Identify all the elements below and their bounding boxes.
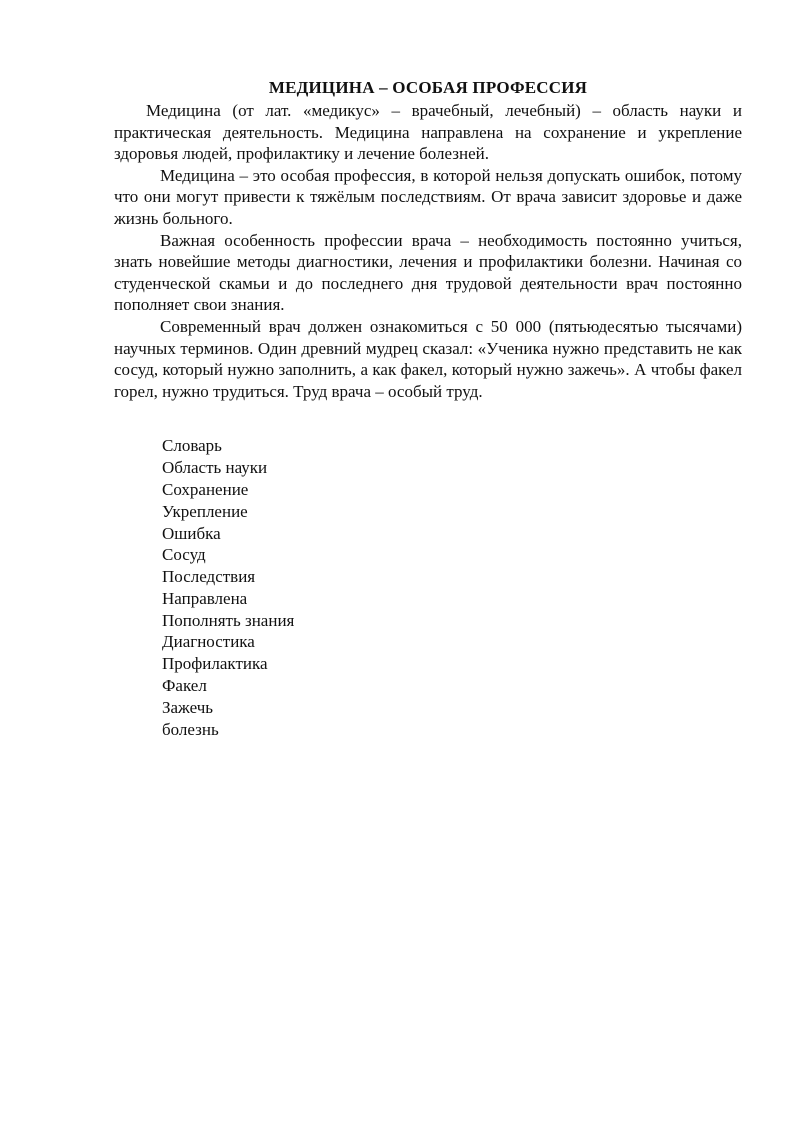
vocabulary-item: болезнь <box>162 719 219 739</box>
paragraph-special-profession: Медицина – это особая профессия, в которой нельзя допускать ошибок, потому что они могут привести к тяжёлым последствиям. От врача зависит здоровье и даже жизнь больного. <box>114 165 742 228</box>
vocabulary-heading: Словарь <box>162 436 222 456</box>
document-title: МЕДИЦИНА – ОСОБАЯ ПРОФЕССИЯ <box>268 78 588 97</box>
vocabulary-item: Сохранение <box>162 479 249 499</box>
vocabulary-list <box>162 435 742 740</box>
vocabulary-item: Ошибка <box>162 523 221 543</box>
vocabulary-item: Пополнять знания <box>162 610 295 630</box>
vocabulary-item: Профилактика <box>162 654 268 674</box>
vocabulary-item: Сосуд <box>162 545 206 565</box>
vocabulary-item: Направлена <box>162 588 248 608</box>
vocabulary-item: Последствия <box>162 567 256 587</box>
paragraph-definition: Медицина (от лат. «медикус» – врачебный, лечебный) – область науки и практическая деятельность. Медицина направлена на сохранение и укрепление здоровья людей, профилактику и лечение болезней. <box>114 101 742 164</box>
vocabulary-item: Область науки <box>162 458 268 478</box>
vocabulary-item: Зажечь <box>162 697 214 717</box>
vocabulary-item: Диагностика <box>162 632 255 652</box>
vocabulary-item: Укрепление <box>162 501 248 521</box>
paragraph-continuous-learning: Важная особенность профессии врача – необходимость постоянно учиться, знать новейшие методы диагностики, лечения и профилактики болезни. Начиная со студенческой скамьи и до последнего дня трудовой деятельности врач постоянно пополняет свои знания. <box>114 230 742 315</box>
vocabulary-item: Факел <box>162 676 207 696</box>
document-page <box>114 78 742 740</box>
paragraph-terminology: Современный врач должен ознакомиться с 50 000 (пятьюдесятью тысячами) научных терминов. Один древний мудрец сказал: «Ученика нужно представить не как сосуд, который нужно заполнить, а как факел, который нужно зажечь». А чтобы факел горел, нужно трудиться. Труд врача – особый труд. <box>114 316 742 401</box>
